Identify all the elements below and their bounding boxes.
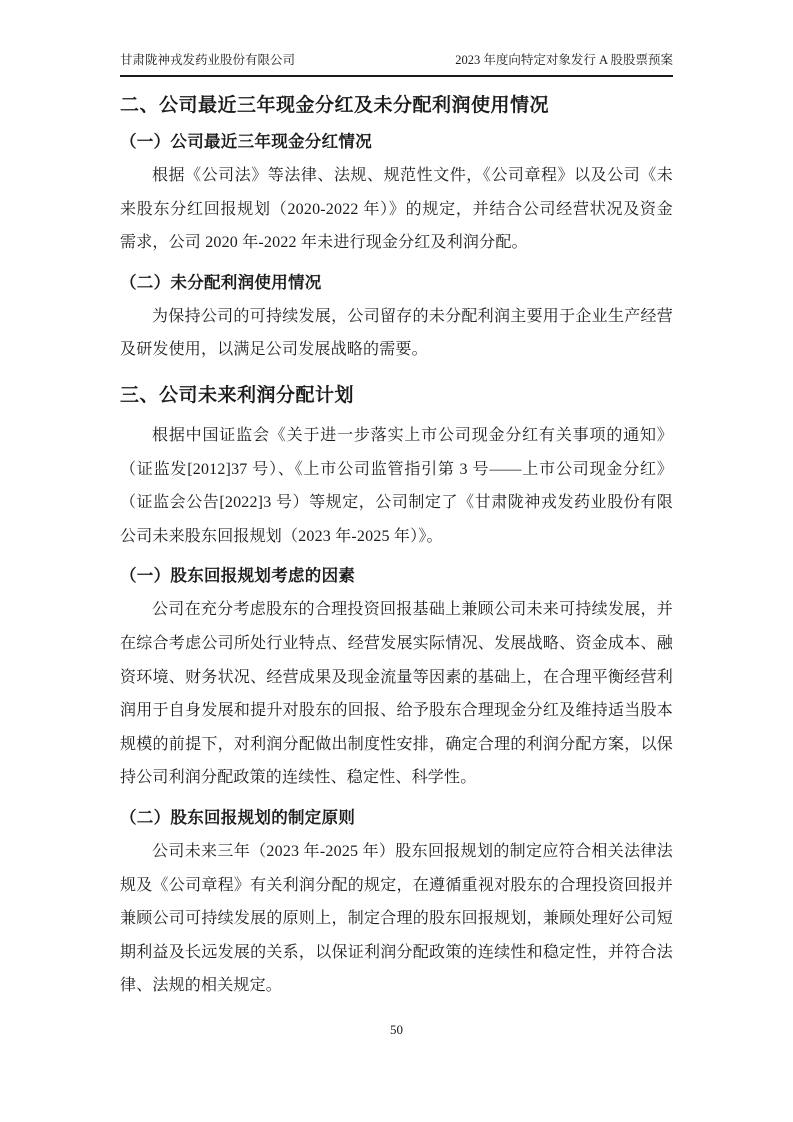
section-heading: 三、公司未来利润分配计划 xyxy=(120,384,355,406)
page-content xyxy=(120,0,673,1003)
paragraph: 根据中国证监会《关于进一步落实上市公司现金分红有关事项的通知》（证监发[2012]37 号）、《上市公司监管指引第 3 号——上市公司现金分红》（证监会公告[2022]3 号）等规定，公司制定了《甘肃陇神戎发药业股份有限公司未来股东回报规划（2023 年-2025 年）》。 xyxy=(120,426,673,545)
header-company-name: 甘肃陇神戎发药业股份有限公司 xyxy=(120,53,296,67)
sub-heading: （二）未分配利润使用情况 xyxy=(120,273,322,292)
sub-heading: （二）股东回报规划的制定原则 xyxy=(120,808,356,827)
sub-heading: （一）股东回报规划考虑的因素 xyxy=(120,567,356,586)
section-heading: 二、公司最近三年现金分红及未分配利润使用情况 xyxy=(120,95,550,116)
document-sections xyxy=(120,93,673,1003)
header-document-title: 2023 年度向特定对象发行 A 股股票预案 xyxy=(455,53,673,67)
paragraph: 为保持公司的可持续发展，公司留存的未分配利润主要用于企业生产经营及研发使用，以满足公司发展战略的需要。 xyxy=(120,307,673,359)
paragraph: 公司在充分考虑股东的合理投资回报基础上兼顾公司未来可持续发展，并在综合考虑公司所处行业特点、经营发展实际情况、发展战略、资金成本、融资环境、财务状况、经营成果及现金流量等因素的基础上，在合理平衡经营利润用于自身发展和提升对股东的回报、给予股东合理现金分红及维持适当股本规模的前提下，对利润分配做出制度性安排，确定合理的利润分配方案，以保持公司利润分配政策的连续性、稳定性、科学性。 xyxy=(120,601,673,787)
sub-heading: （一）公司最近三年现金分红情况 xyxy=(120,133,372,151)
page-footer xyxy=(0,1022,793,1038)
page-number: 50 xyxy=(390,1022,403,1037)
paragraph: 公司未来三年（2023 年-2025 年）股东回报规划的制定应符合相关法律法规及《公司章程》有关利润分配的规定，在遵循重视对股东的合理投资回报并兼顾公司可持续发展的原则上，制定合理的股东回报规划，兼顾处理好公司短期利益及长远发展的关系，以保证利润分配政策的连续性和稳定性，并符合法律、法规的相关规定。 xyxy=(120,842,673,995)
page-header xyxy=(120,0,673,77)
paragraph: 根据《公司法》等法律、法规、规范性文件，《公司章程》以及公司《未来股东分红回报规划（2020-2022 年）》的规定，并结合公司经营状况及资金需求，公司 2020 年-2022 年未进行现金分红及利润分配。 xyxy=(120,167,673,252)
